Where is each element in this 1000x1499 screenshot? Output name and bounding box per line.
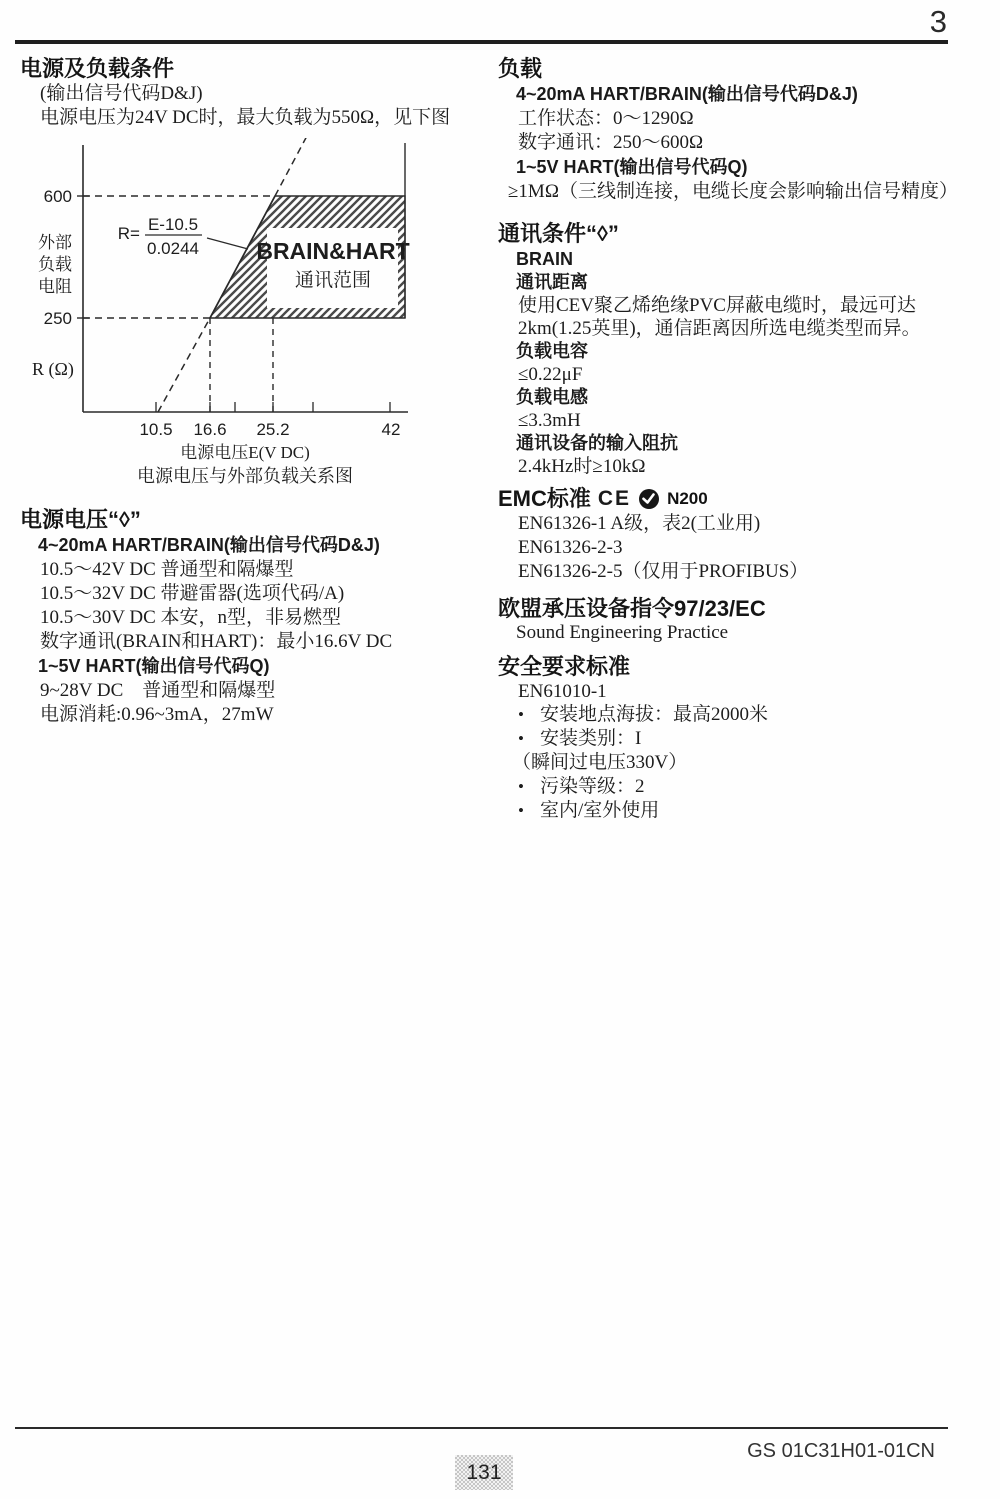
safety-item	[498, 775, 993, 799]
power-voltage-line: 数字通讯(BRAIN和HART)：最小16.6V DC	[40, 631, 393, 652]
bullet-icon: •	[518, 705, 524, 724]
safety-item-text: （瞬间过电压330V）	[512, 752, 688, 773]
power-voltage-line: 10.5～30V DC 本安，n型，非易燃型	[40, 607, 342, 628]
footer-document-code: GS 01C31H01-01CN	[747, 1440, 935, 1462]
left-column	[20, 56, 490, 727]
comm-inductance-value: ≤3.3mH	[518, 410, 581, 431]
load-figure	[20, 138, 490, 487]
emc-line: EN61326-1 A级，表2(工业用)	[518, 513, 761, 534]
load-sub1: 4~20mA HART/BRAIN(输出信号代码D&J)	[516, 84, 858, 104]
safety-item	[498, 703, 993, 727]
power-voltage-section	[20, 507, 490, 727]
power-load-line1: (输出信号代码D&J)	[40, 83, 203, 104]
formula-denominator: 0.0244	[147, 239, 199, 258]
c-tick-icon	[638, 488, 660, 510]
footer-page-number-text: 131	[466, 1460, 502, 1484]
ce-mark-icon: CE	[597, 487, 632, 510]
safety-item	[498, 727, 993, 751]
safety-item-text: 安装类别：I	[540, 728, 642, 749]
footer-rule	[15, 1427, 948, 1429]
safety-item	[498, 751, 993, 775]
power-voltage-line: 9~28V DC 普通型和隔爆型	[40, 680, 276, 701]
section-heading-comm: 通讯条件“◊”	[498, 221, 619, 246]
section-heading-emc: EMC标准	[498, 486, 591, 511]
emc-section	[498, 486, 993, 584]
y-axis-unit: R (Ω)	[32, 359, 74, 379]
formula-numerator: E-10.5	[147, 215, 199, 234]
comm-impedance-label: 通讯设备的输入阻抗	[516, 433, 678, 453]
section-heading-load: 负载	[498, 56, 543, 81]
section-heading-safety: 安全要求标准	[498, 654, 631, 679]
y-axis-label-2: 负载	[38, 255, 72, 274]
power-voltage-sub2: 1~5V HART(输出信号代码Q)	[38, 656, 270, 676]
section-heading-power-voltage: 电源电压“◊”	[20, 507, 141, 532]
safety-code: EN61010-1	[518, 681, 607, 702]
bullet-icon: •	[518, 729, 524, 748]
safety-item-text: 室内/室外使用	[540, 800, 660, 821]
power-voltage-line: 10.5～42V DC 普通型和隔爆型	[40, 559, 294, 580]
comm-capacitance-label: 负载电容	[516, 341, 588, 361]
x-axis-title: 电源电压E(V DC)	[180, 443, 310, 462]
power-voltage-sub1: 4~20mA HART/BRAIN(输出信号代码D&J)	[38, 535, 380, 555]
y-axis-label-1: 外部	[38, 233, 72, 252]
top-page-number: 3	[929, 4, 947, 39]
section-heading-ped: 欧盟承压设备指令97/23/EC	[498, 596, 766, 621]
bullet-icon: •	[518, 801, 524, 820]
comm-distance-label: 通讯距离	[516, 272, 588, 292]
formula-pointer-line	[207, 238, 248, 249]
safety-section	[498, 654, 993, 823]
load-line1: 工作状态：0～1290Ω	[518, 108, 694, 129]
comm-impedance-value: 2.4kHz时≥10kΩ	[518, 456, 646, 477]
safety-item	[498, 799, 993, 823]
comm-distance-text2: 2km(1.25英里)，通信距离因所选电缆类型而异。	[518, 318, 921, 339]
y-label-250: 250	[43, 309, 72, 328]
comm-capacitance-value: ≤0.22μF	[518, 364, 583, 385]
header-rule	[15, 40, 948, 44]
load-line3: ≥1MΩ（三线制连接，电缆长度会影响输出信号精度）	[508, 181, 958, 202]
x-label-42: 42	[381, 420, 401, 438]
ped-section	[498, 596, 993, 644]
formula-prefix: R=	[117, 224, 140, 243]
load-chart-svg	[20, 138, 470, 438]
load-line2: 数字通讯：250～600Ω	[518, 132, 704, 153]
load-line-dashed-lower	[158, 318, 210, 412]
safety-item-text: 安装地点海拔：最高2000米	[540, 704, 769, 725]
x-label-25-2: 25.2	[256, 420, 290, 438]
section-heading-power-load: 电源及负载条件	[20, 56, 175, 81]
y-label-600: 600	[43, 187, 72, 206]
comm-distance-text1: 使用CEV聚乙烯绝缘PVC屏蔽电缆时，最远可达	[518, 295, 916, 316]
comm-inductance-label: 负载电感	[516, 387, 588, 407]
region-label-line2: 通讯范围	[294, 270, 372, 291]
safety-item-text: 污染等级：2	[540, 776, 645, 797]
emc-ctick-label: N200	[667, 489, 708, 508]
load-sub2: 1~5V HART(输出信号代码Q)	[516, 157, 748, 177]
comm-section	[498, 221, 993, 478]
power-voltage-line: 电源消耗:0.96~3mA，27mW	[40, 704, 274, 725]
comm-brain: BRAIN	[516, 249, 573, 269]
ped-line: Sound Engineering Practice	[516, 622, 729, 643]
power-load-line2: 电源电压为24V DC时，最大负载为550Ω，见下图	[40, 107, 451, 128]
x-label-16-6: 16.6	[193, 420, 227, 438]
bullet-icon: •	[518, 777, 524, 796]
emc-line: EN61326-2-3	[518, 537, 623, 558]
footer-page-number	[455, 1455, 513, 1490]
y-axis-label-3: 电阻	[38, 277, 72, 296]
region-label-line1: BRAIN&HART	[256, 238, 410, 264]
right-column	[498, 56, 993, 823]
load-line-dashed-upper	[275, 138, 308, 196]
x-label-10-5: 10.5	[139, 420, 173, 438]
figure-caption: 电源电压与外部负载关系图	[137, 466, 353, 486]
emc-line: EN61326-2-5（仅用于PROFIBUS）	[518, 561, 809, 582]
power-voltage-line: 10.5～32V DC 带避雷器(选项代码/A)	[40, 583, 345, 604]
